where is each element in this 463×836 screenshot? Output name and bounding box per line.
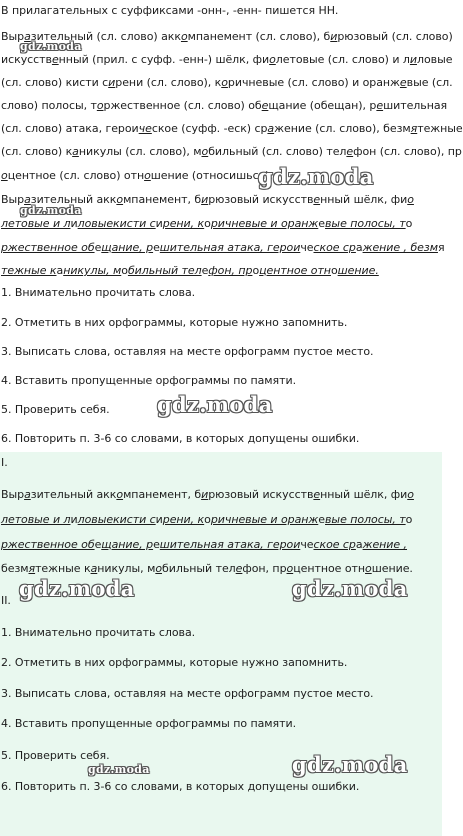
text-segment: е: [318, 513, 325, 526]
step-item: 3. Выписать слова, оставляя на месте орфограмм пустое место.: [1, 345, 374, 358]
answer-para-line: [1, 538, 407, 552]
orthogram-letter: е: [313, 488, 321, 501]
orthogram-letter: шение.: [337, 264, 379, 277]
orthogram-letter: ржественное об: [1, 241, 95, 254]
highlighted-answer-section: [0, 452, 442, 836]
answer-step-item: 3. Выписать слова, оставляя на месте орфограмм пустое место.: [1, 687, 374, 700]
text-segment: шительная: [383, 99, 448, 112]
answer-para-line: [1, 562, 413, 576]
para1-line: [1, 145, 462, 159]
orthogram-letter: рени, к: [162, 513, 205, 526]
text-segment: е: [153, 538, 160, 551]
text-segment: Выр: [1, 30, 25, 43]
answer-step-item: 5. Проверить себя.: [1, 749, 110, 762]
orthogram-letter: жение ,: [362, 538, 408, 551]
para1-line: [1, 53, 452, 67]
orthogram-letter: о: [201, 145, 209, 158]
orthogram-letter: летовые и л: [1, 217, 71, 230]
section-label-2: II.: [1, 594, 11, 607]
orthogram-letter: ржественное об: [1, 538, 95, 551]
watermark-logo: gdz.moda: [258, 164, 374, 189]
step-item: 4. Вставить пропущенные орфограммы по памяти.: [1, 374, 297, 387]
orthogram-letter: че: [138, 122, 152, 135]
orthogram-letter: о: [269, 53, 276, 66]
text-segment: о: [405, 513, 413, 526]
text-segment: рени (сл. слово), к: [115, 76, 222, 89]
para1-line: [1, 169, 273, 183]
orthogram-letter: о: [180, 30, 188, 43]
orthogram-letter: шительная атака, герои: [159, 241, 301, 254]
text-segment: Выр: [1, 193, 25, 206]
orthogram-letter: и: [108, 76, 116, 89]
text-segment: нный шёлк, фи: [320, 193, 408, 206]
text-segment: щание (обещан), р: [268, 99, 377, 112]
text-segment: мпанемент, б: [123, 488, 202, 501]
watermark-logo: gdz.moda: [88, 763, 150, 776]
text-segment: никулы, м: [97, 562, 156, 575]
orthogram-letter: о: [155, 562, 163, 575]
watermark-logo: gdz.moda: [19, 576, 135, 601]
text-segment: слово) полосы, т: [1, 99, 97, 112]
rule-text: В прилагательных с суффиксами -онн-, -енн- пишется НН.: [1, 4, 339, 17]
watermark-logo: gdz.moda: [292, 576, 408, 601]
text-segment: фон (сл. слово), пр: [353, 145, 462, 158]
text-segment: че: [300, 538, 314, 551]
text-segment: е: [94, 241, 102, 254]
watermark-logo: gdz.moda: [20, 40, 82, 53]
orthogram-letter: а: [24, 193, 31, 206]
orthogram-letter: е: [376, 99, 384, 112]
orthogram-letter: е: [346, 145, 354, 158]
orthogram-letter: о: [96, 99, 104, 112]
text-segment: шение (относишься).: [150, 169, 273, 182]
orthogram-letter: ловыекисти с: [77, 217, 156, 230]
text-segment: рюзовый (сл. слово): [337, 30, 453, 43]
text-segment: центное (сл. слово) отн: [7, 169, 145, 182]
para1-line: [1, 76, 453, 90]
orthogram-letter: о: [286, 562, 294, 575]
text-segment: и: [70, 513, 78, 526]
orthogram-letter: центное отн: [259, 264, 331, 277]
text-segment: бильный (сл. слово) тел: [208, 145, 347, 158]
watermark-logo: gdz.moda: [157, 392, 273, 417]
orthogram-letter: а: [24, 30, 31, 43]
watermark-logo: gdz.moda: [20, 204, 82, 217]
step-item: 1. Внимательно прочитать слова.: [1, 286, 196, 299]
orthogram-letter: а: [267, 122, 275, 135]
orthogram-letter: и: [201, 193, 209, 206]
orthogram-letter: е: [235, 562, 243, 575]
orthogram-letter: и: [409, 53, 417, 66]
text-segment: ржественное (сл. слово) об: [103, 99, 262, 112]
orthogram-letter: ское ср: [313, 538, 356, 551]
answer-para-line: [1, 513, 412, 527]
text-segment: вые (сл.: [406, 76, 453, 89]
text-segment: безм: [1, 562, 29, 575]
text-segment: я: [437, 241, 445, 254]
orthogram-letter: никулы, м: [63, 264, 122, 277]
watermark-logo: gdz.moda: [292, 752, 408, 777]
answer-para-line: [1, 488, 414, 502]
text-segment: о: [204, 513, 211, 526]
text-segment: искусств: [1, 53, 52, 66]
text-segment: и: [155, 513, 163, 526]
orthogram-letter: я: [410, 122, 418, 135]
orthogram-letter: о: [221, 76, 228, 89]
text-segment: летовые (сл. слово) и л: [275, 53, 410, 66]
answer-step-item: 2. Отметить в них орфограммы, которые нужно запомнить.: [1, 656, 348, 669]
orthogram-letter: щание, р: [101, 241, 154, 254]
text-segment: нный (прил. с суфф. -енн-) шёлк, фи: [58, 53, 270, 66]
orthogram-letter: о: [407, 488, 414, 501]
orthogram-letter: вые полосы, т: [325, 513, 406, 526]
para2-line: [1, 241, 445, 255]
text-segment: ское (суфф. -еск) ср: [151, 122, 268, 135]
orthogram-letter: ричневые и оранж: [210, 513, 319, 526]
text-segment: е: [94, 538, 102, 551]
text-segment: о: [204, 217, 211, 230]
text-segment: е: [201, 264, 209, 277]
section-label-1: I.: [1, 456, 8, 469]
orthogram-letter: вые полосы, т: [325, 217, 406, 230]
orthogram-letter: е: [51, 53, 59, 66]
orthogram-letter: а: [72, 145, 79, 158]
text-segment: о: [121, 264, 128, 277]
text-segment: рюзовый искусств: [208, 488, 314, 501]
orthogram-letter: тежные к: [1, 264, 57, 277]
answer-step-item: 1. Внимательно прочитать слова.: [1, 626, 196, 639]
step-item: 5. Проверить себя.: [1, 403, 110, 416]
orthogram-letter: шительная атака, герои: [159, 538, 301, 551]
orthogram-letter: щание, р: [101, 538, 154, 551]
orthogram-letter: о: [116, 488, 124, 501]
text-segment: Выр: [1, 488, 25, 501]
orthogram-letter: о: [365, 562, 372, 575]
text-segment: центное отн: [293, 562, 366, 575]
para2-line: [1, 264, 379, 278]
text-segment: че: [300, 241, 314, 254]
orthogram-letter: о: [116, 193, 124, 206]
text-segment: зительный акк: [30, 488, 117, 501]
text-segment: е: [318, 217, 325, 230]
text-segment: а: [355, 241, 363, 254]
text-segment: жение (сл. слово), безм: [274, 122, 411, 135]
text-segment: бильный тел: [162, 562, 236, 575]
orthogram-letter: летовые и л: [1, 513, 71, 526]
orthogram-letter: ское ср: [313, 241, 356, 254]
orthogram-letter: рени, к: [162, 217, 205, 230]
text-segment: о: [252, 264, 260, 277]
text-segment: и: [155, 217, 163, 230]
orthogram-letter: ричневые и оранж: [210, 217, 319, 230]
text-segment: а: [56, 264, 64, 277]
orthogram-letter: а: [90, 562, 98, 575]
orthogram-letter: и: [330, 30, 338, 43]
text-segment: е: [153, 241, 160, 254]
text-segment: мпанемент (сл. слово), б: [187, 30, 331, 43]
step-item: 6. Повторить п. 3-6 со словами, в которых допущены ошибки.: [1, 432, 360, 445]
orthogram-letter: о: [144, 169, 151, 182]
para2-line: [1, 217, 412, 231]
text-segment: тежные к: [35, 562, 91, 575]
text-segment: о: [405, 217, 413, 230]
para1-line: [1, 99, 447, 113]
orthogram-letter: о: [407, 193, 414, 206]
text-segment: и: [70, 217, 78, 230]
text-segment: никулы (сл. слово), м: [78, 145, 202, 158]
step-item: 2. Отметить в них орфограммы, которые нужно запомнить.: [1, 316, 348, 329]
orthogram-letter: я: [28, 562, 36, 575]
orthogram-letter: е: [313, 193, 321, 206]
text-segment: ловые: [416, 53, 453, 66]
orthogram-letter: ловыекисти с: [77, 513, 156, 526]
answer-step-item: 4. Вставить пропущенные орфограммы по памяти.: [1, 717, 297, 730]
orthogram-letter: жение , безм: [362, 241, 438, 254]
text-segment: зительный (сл. слово) акк: [30, 30, 181, 43]
answer-step-item: 6. Повторить п. 3-6 со словами, в которых допущены ошибки.: [1, 780, 360, 793]
orthogram-letter: бильный тел: [127, 264, 202, 277]
text-segment: а: [355, 538, 363, 551]
orthogram-letter: е: [261, 99, 269, 112]
text-segment: (сл. слово) к: [1, 145, 73, 158]
text-segment: рюзовый искусств: [208, 193, 314, 206]
orthogram-letter: е: [399, 76, 407, 89]
orthogram-letter: и: [201, 488, 209, 501]
text-segment: зительный акк: [30, 193, 117, 206]
para1-line: [1, 122, 463, 136]
orthogram-letter: о: [1, 169, 8, 182]
text-segment: тежные: [417, 122, 463, 135]
text-segment: (сл. слово) кисти с: [1, 76, 109, 89]
text-segment: фон, пр: [242, 562, 287, 575]
text-segment: мпанемент, б: [123, 193, 202, 206]
orthogram-letter: фон, пр: [208, 264, 253, 277]
text-segment: о: [330, 264, 338, 277]
text-segment: шение.: [371, 562, 413, 575]
text-segment: ричневые (сл. слово) и оранж: [227, 76, 400, 89]
text-segment: нный шёлк, фи: [320, 488, 408, 501]
orthogram-letter: а: [24, 488, 31, 501]
text-segment: (сл. слово) атака, герои: [1, 122, 139, 135]
